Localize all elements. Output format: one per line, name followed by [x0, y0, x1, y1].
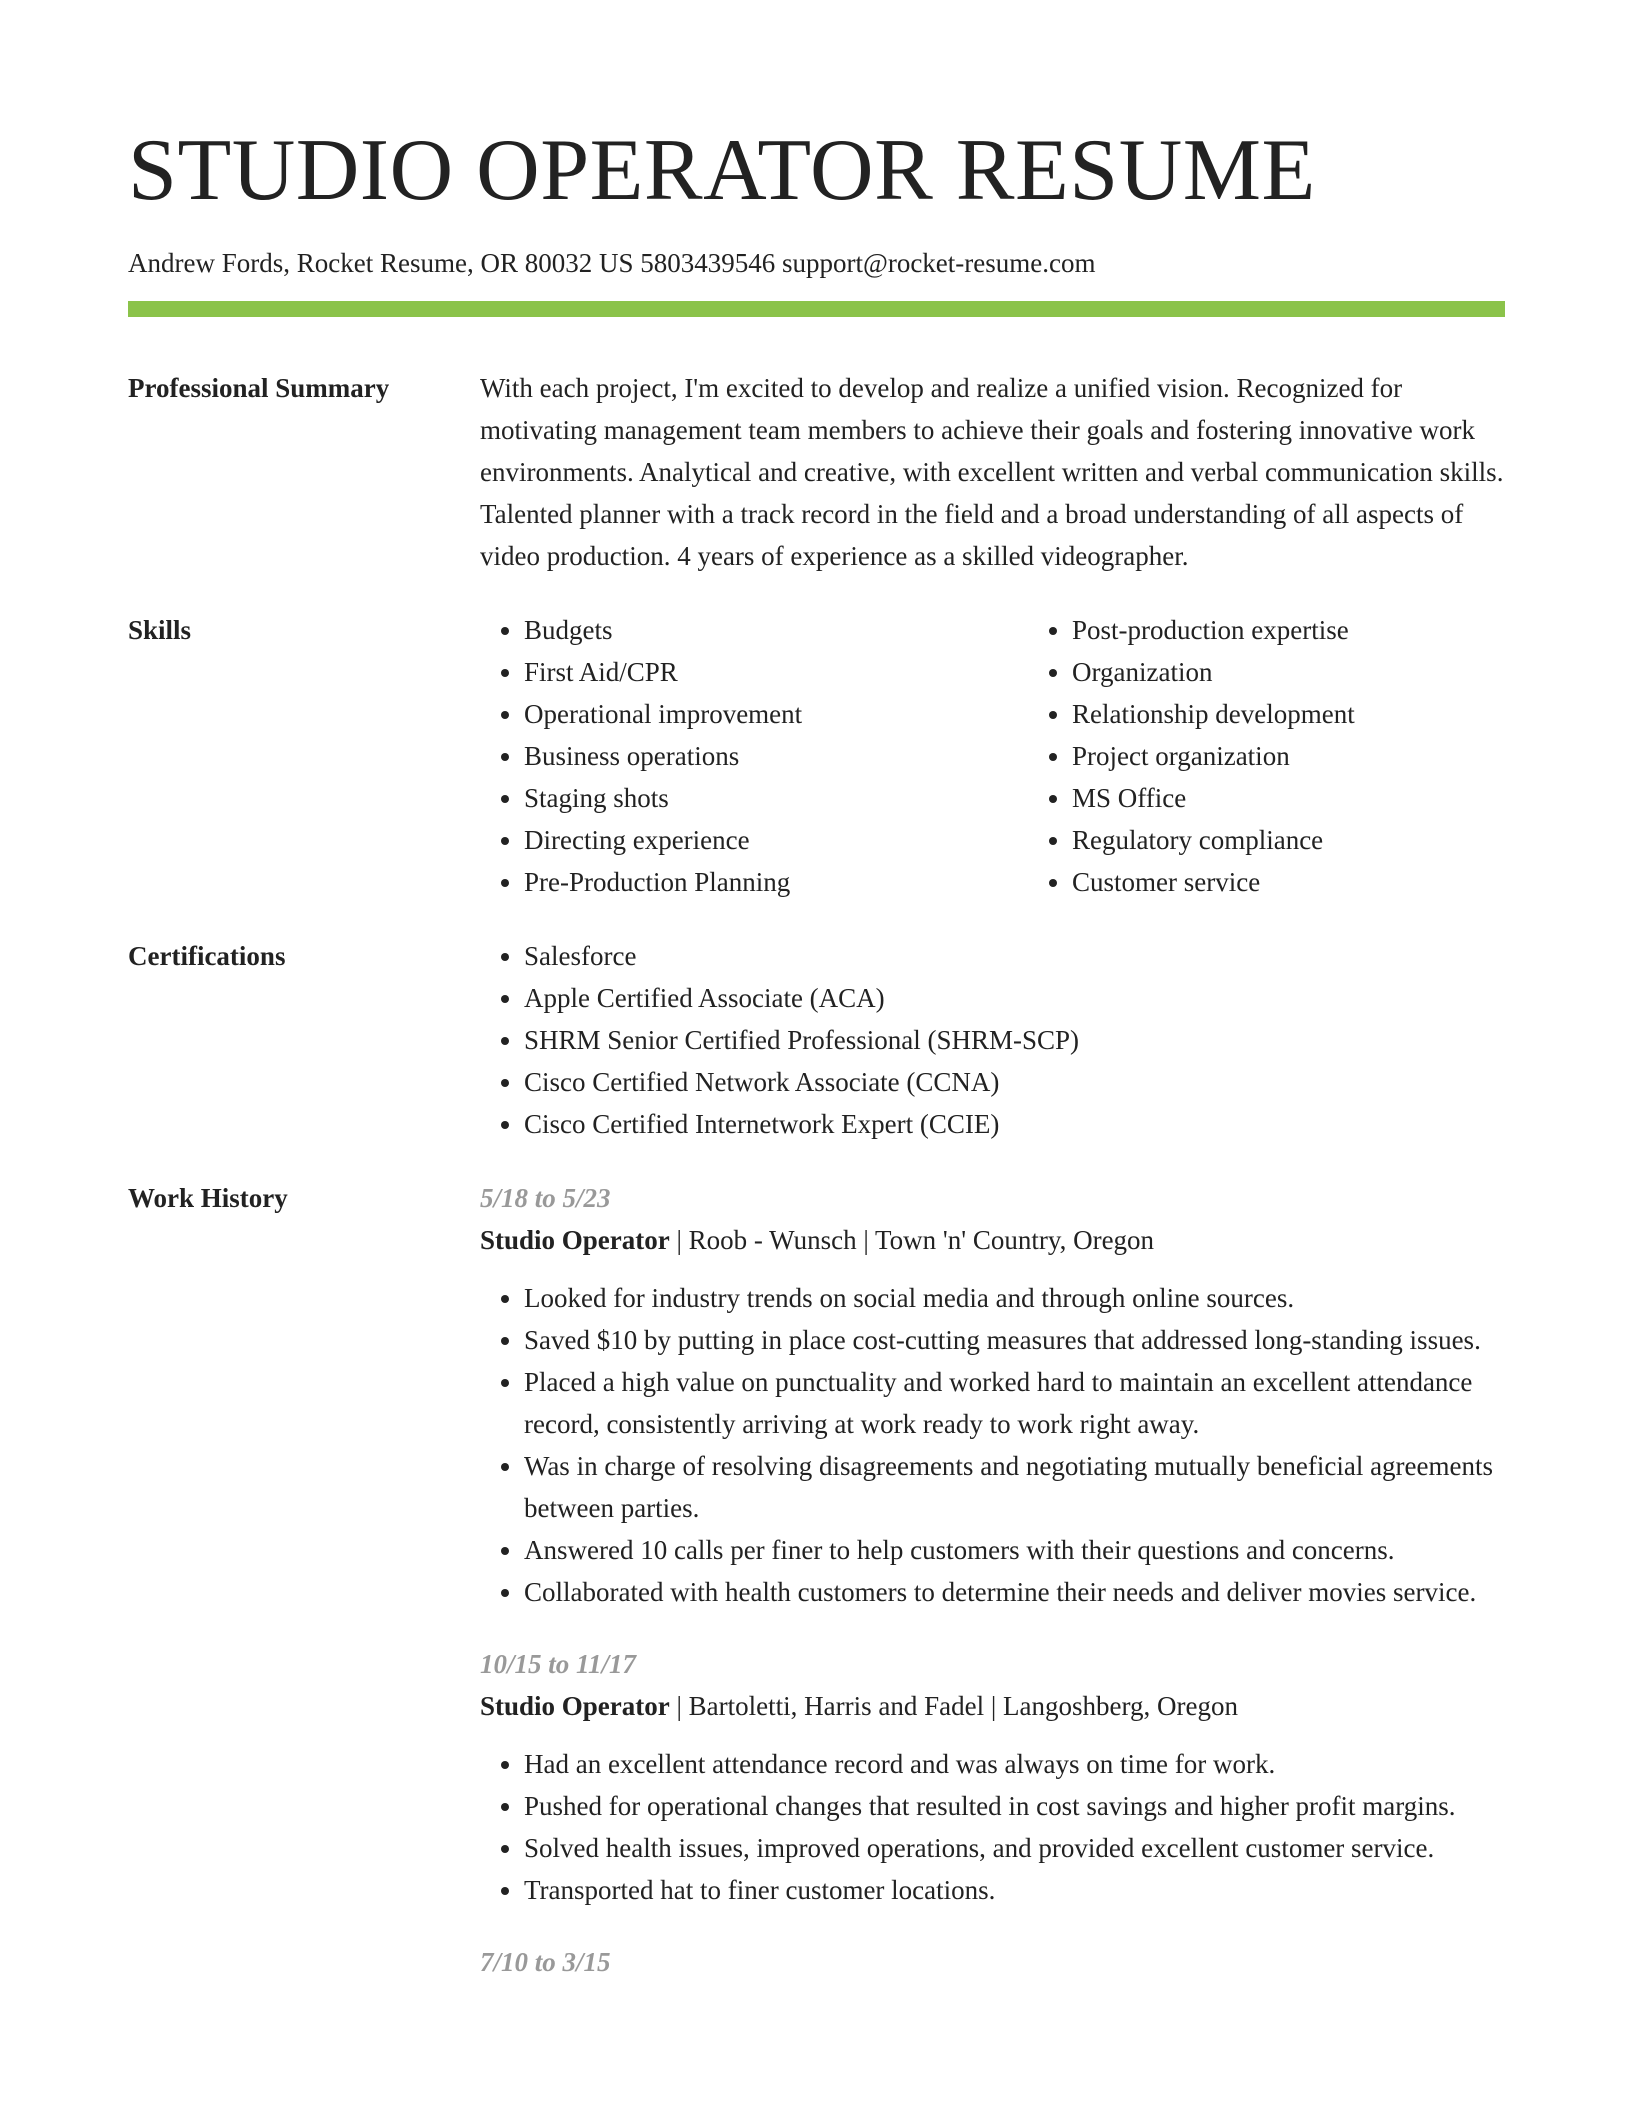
summary-body: [480, 367, 1505, 577]
job-details: | Bartoletti, Harris and Fadel | Langoshberg, Oregon: [669, 1691, 1238, 1721]
job-dates: 10/15 to 11/17: [480, 1649, 637, 1679]
certifications-list: [480, 935, 1505, 1145]
job-bullet: • Placed a high value on punctuality and worked hard to maintain an excellent attendance record, consistently arriving at work ready to work right away.: [524, 1361, 1505, 1445]
job-bullet: • Pushed for operational changes that resulted in cost savings and higher profit margins.: [524, 1785, 1505, 1827]
skill-item: • Customer service: [1072, 861, 1576, 903]
skill-item: • MS Office: [1072, 777, 1576, 819]
skills-columns: [480, 609, 1576, 903]
skill-item: • Pre-Production Planning: [524, 861, 1028, 903]
skill-item: • Budgets: [524, 609, 1028, 651]
skill-item: • Relationship development: [1072, 693, 1576, 735]
job-heading: [480, 1219, 1505, 1261]
job-bullets: [480, 1743, 1505, 1911]
summary-section: [128, 367, 1505, 577]
certifications-section: [128, 935, 1505, 1145]
work-history-section: [128, 1177, 1505, 2013]
job-bullet: • Saved $10 by putting in place cost-cutting measures that addressed long-standing issues.: [524, 1319, 1505, 1361]
job-heading: [480, 1685, 1505, 1727]
job-dates: 5/18 to 5/23: [480, 1183, 611, 1213]
job-title: Studio Operator: [480, 1225, 670, 1255]
skill-item: • First Aid/CPR: [524, 651, 1028, 693]
job-entry: [480, 1941, 1505, 1983]
resume-page: [128, 0, 1505, 2013]
job-entry: [480, 1643, 1505, 1911]
work-history-body: [480, 1177, 1505, 2013]
job-bullet: • Solved health issues, improved operations, and provided excellent customer service.: [524, 1827, 1505, 1869]
certification-item: • Apple Certified Associate (ACA): [524, 977, 1505, 1019]
job-details: | Roob - Wunsch | Town 'n' Country, Oregon: [669, 1225, 1155, 1255]
certifications-body: [480, 935, 1505, 1145]
job-bullets: [480, 1277, 1505, 1613]
certification-item: • Salesforce: [524, 935, 1505, 977]
summary-heading: Professional Summary: [128, 373, 390, 403]
job-bullet: • Collaborated with health customers to determine their needs and deliver movies service.: [524, 1571, 1505, 1613]
skills-list-right: [1028, 609, 1576, 903]
skills-section: [128, 609, 1505, 903]
certification-item: • SHRM Senior Certified Professional (SHRM-SCP): [524, 1019, 1505, 1061]
job-title: Studio Operator: [480, 1691, 670, 1721]
skill-item: • Directing experience: [524, 819, 1028, 861]
job-dates: 7/10 to 3/15: [480, 1947, 611, 1977]
skills-list-left: [480, 609, 1028, 903]
job-entry: [480, 1177, 1505, 1613]
certification-item: • Cisco Certified Network Associate (CCNA): [524, 1061, 1505, 1103]
resume-title: STUDIO OPERATOR RESUME: [128, 122, 1316, 219]
contact-line: Andrew Fords, Rocket Resume, OR 80032 US 5803439546 support@rocket-resume.com: [128, 248, 1096, 278]
certification-item: • Cisco Certified Internetwork Expert (CCIE): [524, 1103, 1505, 1145]
skill-item: • Operational improvement: [524, 693, 1028, 735]
job-bullet: • Transported hat to finer customer locations.: [524, 1869, 1505, 1911]
work-history-heading: Work History: [128, 1183, 288, 1213]
job-bullet: • Looked for industry trends on social media and through online sources.: [524, 1277, 1505, 1319]
job-bullet: • Was in charge of resolving disagreements and negotiating mutually beneficial agreements between parties.: [524, 1445, 1505, 1529]
skill-item: • Regulatory compliance: [1072, 819, 1576, 861]
certifications-heading: Certifications: [128, 941, 286, 971]
job-bullet: • Had an excellent attendance record and was always on time for work.: [524, 1743, 1505, 1785]
job-bullet: • Answered 10 calls per finer to help customers with their questions and concerns.: [524, 1529, 1505, 1571]
summary-text: With each project, I'm excited to develop and realize a unified vision. Recognized for motivating management team members to achieve their goals and fostering innovative work environments. Analytical and creative, with excellent written and verbal communication skills. Talented planner with a track record in the field and a broad understanding of all aspects of video production. 4 years of experience as a skilled videographer.: [480, 373, 1504, 571]
skill-item: • Post-production expertise: [1072, 609, 1576, 651]
skill-item: • Staging shots: [524, 777, 1028, 819]
skill-item: • Project organization: [1072, 735, 1576, 777]
skill-item: • Business operations: [524, 735, 1028, 777]
accent-divider: [128, 301, 1505, 317]
skill-item: • Organization: [1072, 651, 1576, 693]
skills-heading: Skills: [128, 615, 192, 645]
